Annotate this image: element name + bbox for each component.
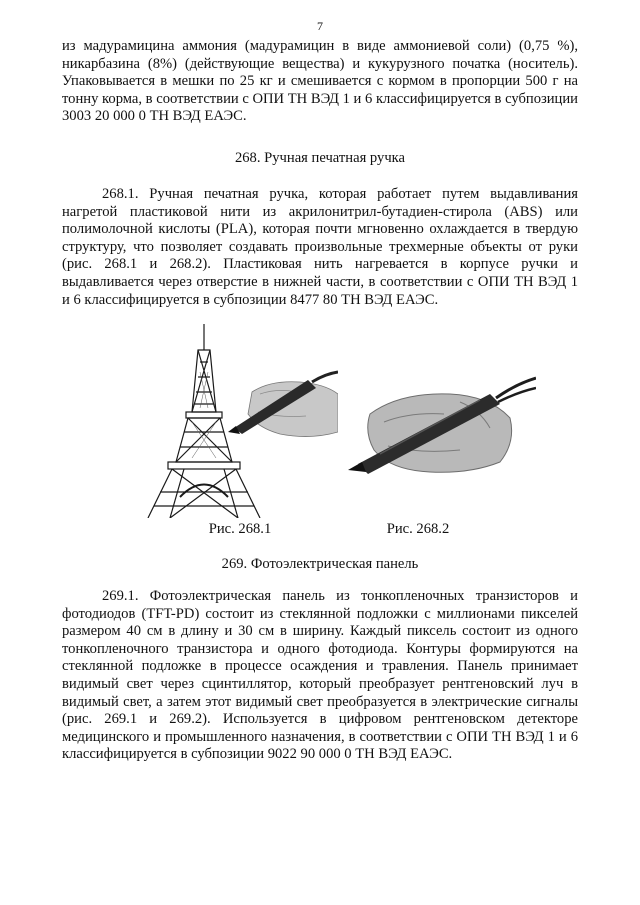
figure-268-2-caption: Рис. 268.2: [386, 521, 450, 537]
continuation-paragraph: из мадурамицина аммония (мадурамицин в виде аммониевой соли) (0,75 %), никарбазина (8%) (действующие вещества) и кукурузного початка (носитель). Упаковывается в мешки по 25 кг и смешивается с кормом в пропорции 500 г на тонну корма, в соответствии с ОПИ ТН ВЭД 1 и 6 классифицируется в субпозиции 3003 20 000 0 ТН ВЭД ЕАЭС.: [62, 38, 578, 125]
section-268-paragraph: 268.1. Ручная печатная ручка, которая работает путем выдавливания нагретой пластиковой нити из акрилонитрил-бутадиен-стирола (ABS) или полимолочной кислоты (PLA), которая почти мгновенно охлаждается в твердую структуру, что позволяет создавать произвольные трехмерные объекты от руки (рис. 268.1 и 268.2). Пластиковая нить нагревается в корпусе ручки и выдавливается через отверстие в нижней части, в соответствии с ОПИ ТН ВЭД 1 и 6 классифицируется в субпозиции 8477 80 ТН ВЭД ЕАЭС.: [62, 186, 578, 308]
figure-268-1-caption: Рис. 268.1: [208, 521, 272, 537]
figure-268-2-image: [340, 322, 536, 518]
page-number: 7: [317, 19, 323, 33]
section-269-title: 269. Фотоэлектрическая панель: [221, 556, 419, 572]
figure-268-1-image: [140, 322, 338, 518]
eiffel-tower-3d-pen-illustration: [140, 322, 338, 518]
section-269-paragraph: 269.1. Фотоэлектрическая панель из тонкопленочных транзисторов и фотодиодов (TFT-PD) состоит из стеклянной подложки с миллионами пикселей размером 40 см в длину и 30 см в ширину. Каждый пиксель состоит из одного тонкопленочного транзистора и одного фотодиода. Контуры формируются на стеклянной подложке в процессе осаждения и травления. Панель принимает видимый свет через сцинтиллятор, который преобразует рентгеновский луч в видимый свет, а затем этот видимый свет преобразуется в электрические сигналы (рис. 269.1 и 269.2). Используется в цифровом рентгеновском детекторе медицинского и промышленного назначения, в соответствии с ОПИ ТН ВЭД 1 и 6 классифицируется в субпозиции 9022 90 000 0 ТН ВЭД ЕАЭС.: [62, 588, 578, 763]
section-268-title: 268. Ручная печатная ручка: [234, 150, 406, 166]
hand-holding-3d-pen-photo: [340, 322, 536, 518]
